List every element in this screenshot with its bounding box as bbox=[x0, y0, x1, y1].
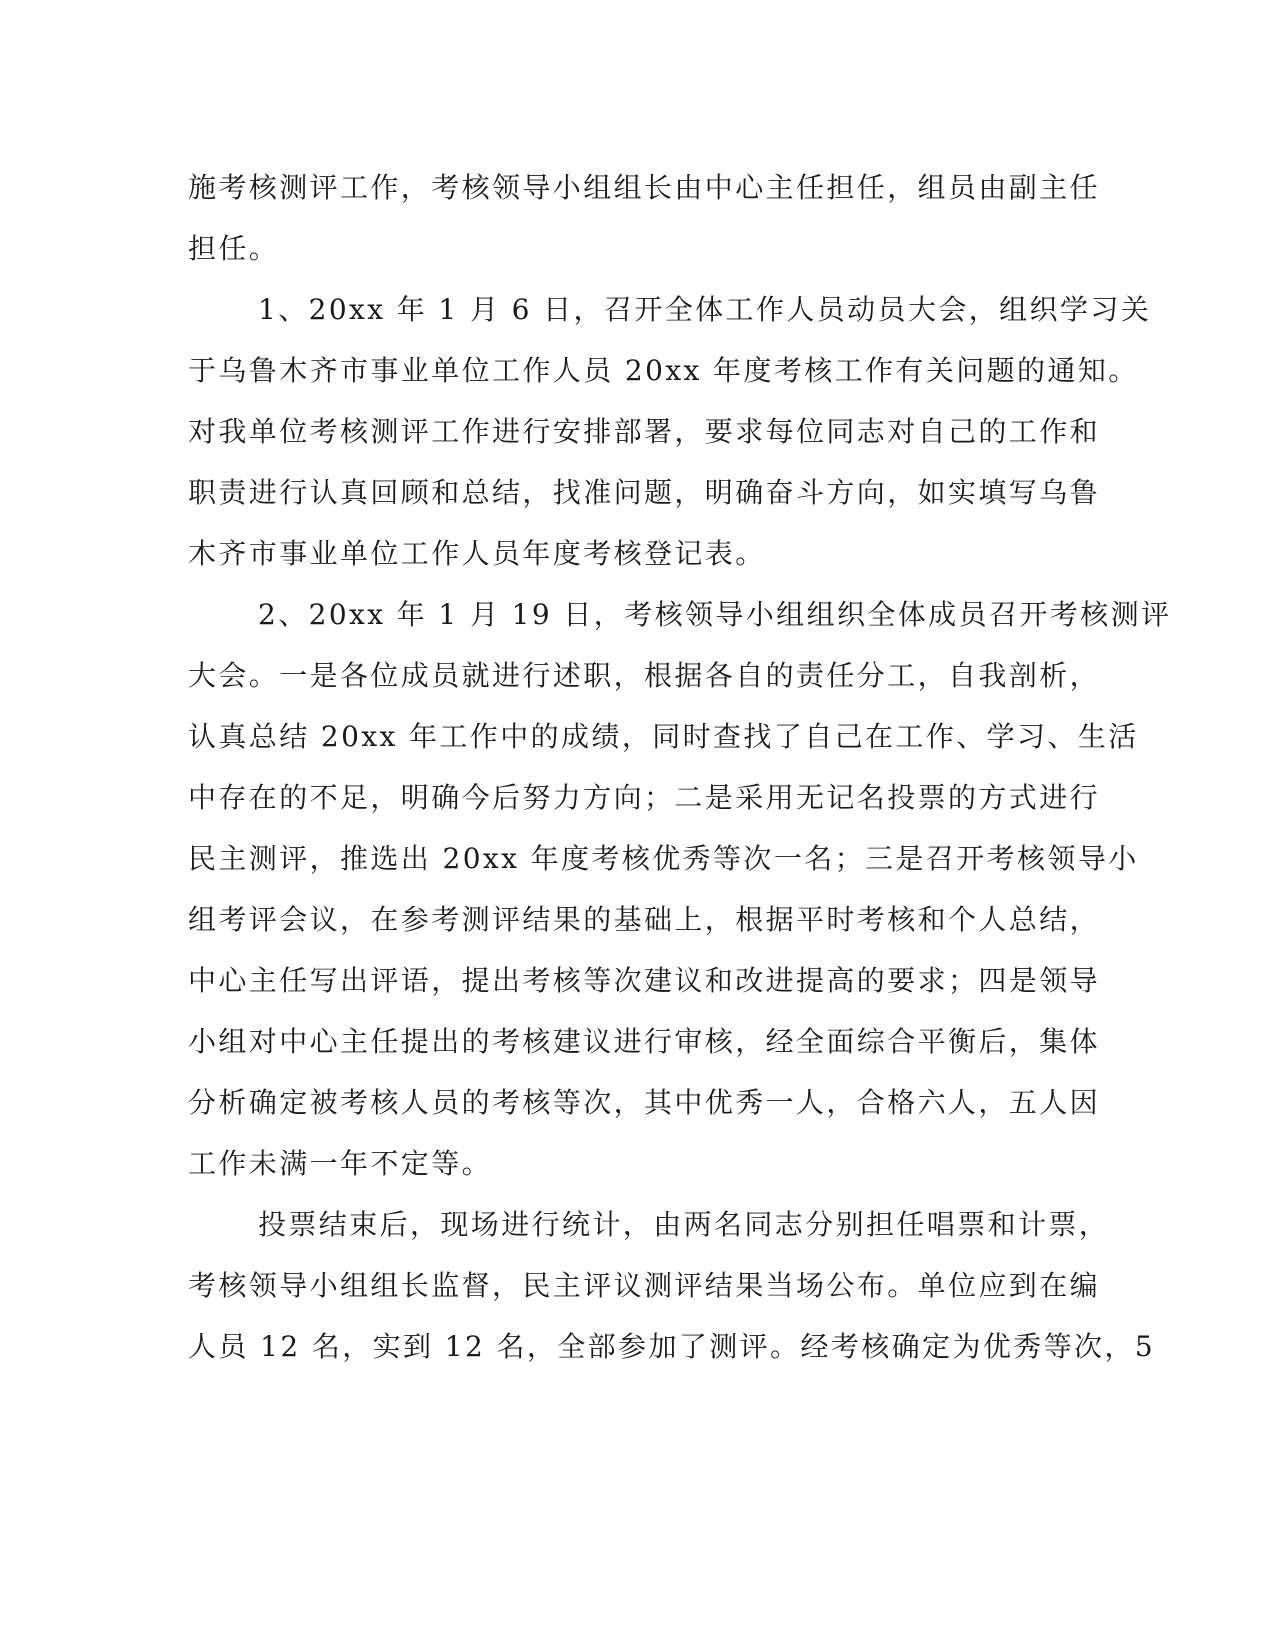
paragraph-voting bbox=[188, 1194, 1156, 1377]
text-line: 组考评会议，在参考测评结果的基础上，根据平时考核和个人总结， bbox=[188, 903, 1101, 936]
text-line: 民主测评，推选出 20xx 年度考核优秀等次一名；三是召开考核领导小 bbox=[188, 842, 1139, 875]
paragraph-item-1 bbox=[188, 279, 1152, 584]
text-line: 施考核测评工作，考核领导小组组长由中心主任担任，组员由副主任 bbox=[188, 171, 1101, 204]
text-line: 人员 12 名，实到 12 名，全部参加了测评。经考核确定为优秀等次，5 bbox=[188, 1330, 1156, 1363]
text-line: 于乌鲁木齐市事业单位工作人员 20xx 年度考核工作有关问题的通知。 bbox=[188, 354, 1139, 387]
text-line: 1、20xx 年 1 月 6 日，召开全体工作人员动员大会，组织学习关 bbox=[258, 293, 1152, 326]
text-line: 对我单位考核测评工作进行安排部署，要求每位同志对自己的工作和 bbox=[188, 415, 1101, 448]
text-line: 中存在的不足，明确今后努力方向；二是采用无记名投票的方式进行 bbox=[188, 781, 1101, 814]
text-line: 中心主任写出评语，提出考核等次建议和改进提高的要求；四是领导 bbox=[188, 964, 1101, 997]
paragraph-item-2 bbox=[188, 584, 1172, 1194]
text-line: 2、20xx 年 1 月 19 日，考核领导小组组织全体成员召开考核测评 bbox=[258, 598, 1172, 631]
text-line: 投票结束后，现场进行统计，由两名同志分别担任唱票和计票， bbox=[258, 1208, 1110, 1241]
text-line: 认真总结 20xx 年工作中的成绩，同时查找了自己在工作、学习、生活 bbox=[188, 720, 1139, 753]
text-line: 木齐市事业单位工作人员年度考核登记表。 bbox=[188, 537, 766, 570]
text-line: 考核领导小组组长监督，民主评议测评结果当场公布。单位应到在编 bbox=[188, 1269, 1101, 1302]
document-body bbox=[188, 157, 1172, 1377]
text-line: 工作未满一年不定等。 bbox=[188, 1147, 493, 1180]
text-line: 担任。 bbox=[188, 232, 280, 265]
text-line: 职责进行认真回顾和总结，找准问题，明确奋斗方向，如实填写乌鲁 bbox=[188, 476, 1101, 509]
paragraph-continuation bbox=[188, 157, 1101, 279]
text-line: 大会。一是各位成员就进行述职，根据各自的责任分工，自我剖析， bbox=[188, 659, 1101, 692]
text-line: 分析确定被考核人员的考核等次，其中优秀一人，合格六人，五人因 bbox=[188, 1086, 1101, 1119]
text-line: 小组对中心主任提出的考核建议进行审核，经全面综合平衡后，集体 bbox=[188, 1025, 1101, 1058]
